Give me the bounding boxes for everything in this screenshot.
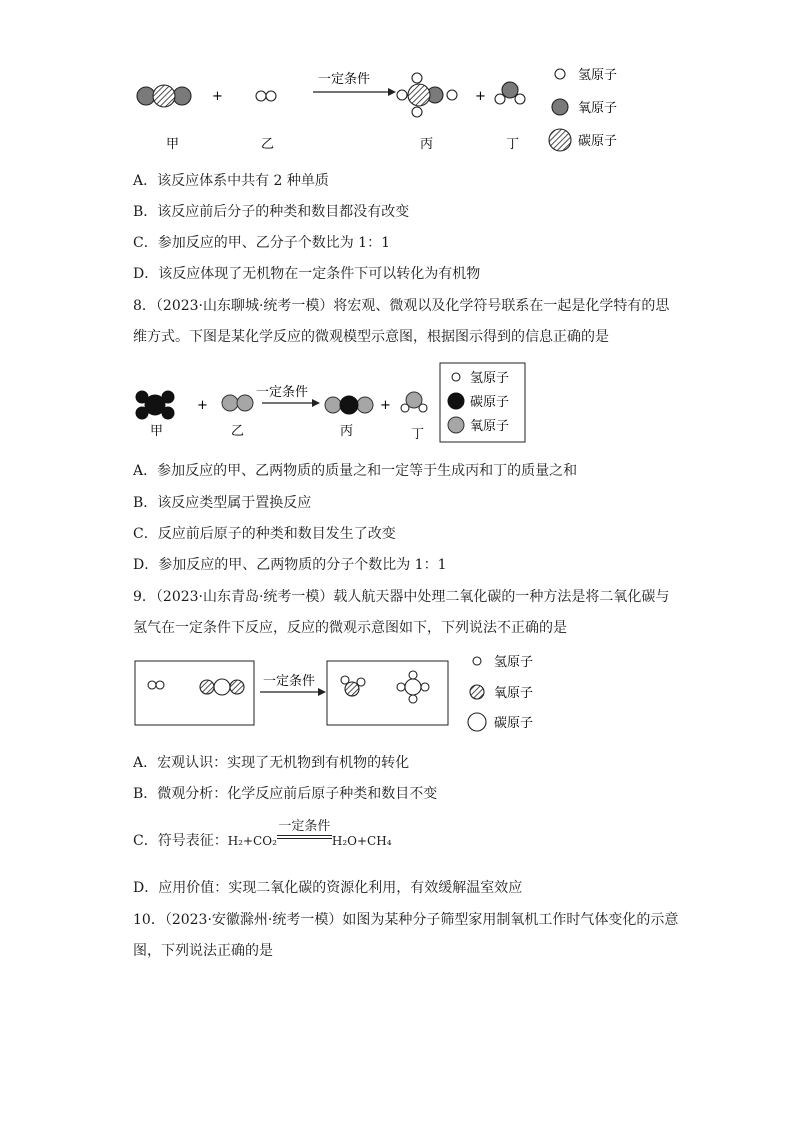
- legend-carbon-icon: [468, 713, 486, 731]
- q9-option-c-condition: 一定条件: [278, 819, 331, 834]
- q7-molecule-jia: [137, 85, 191, 107]
- q9-stem-line1: 9．（2023·山东青岛·统考一模）载人航天器中处理二氧化碳的一种方法是将二氧化碳与: [133, 589, 670, 605]
- q7-reaction-diagram: [0, 0, 794, 160]
- legend-carbon-icon: [549, 129, 571, 151]
- q7-legend: [549, 68, 617, 151]
- q8-label-yi: 乙: [231, 424, 245, 439]
- q9-condition: 一定条件: [263, 674, 316, 689]
- q8-option-c: C．反应前后原子的种类和数目发生了改变: [133, 526, 396, 542]
- q8-stem-line1: 8．（2023·山东聊城·统考一模）将宏观、微观以及化学符号联系在一起是化学特有的思: [133, 298, 670, 314]
- q8-legend-hydrogen: 氢原子: [470, 371, 510, 386]
- q9-option-c-left: H₂+CO₂: [227, 834, 277, 848]
- legend-hydrogen-icon: [555, 69, 565, 79]
- q7-plus-1: +: [212, 89, 223, 104]
- q9-option-b: B．微观分析：化学反应前后原子种类和数目不变: [133, 786, 438, 802]
- q8-option-d: D．参加反应的甲、乙两物质的分子个数比为 1：1: [133, 557, 447, 573]
- q10-stem-line1: 10．（2023·安徽滁州·统考一模）如图为某种分子筛型家用制氧机工作时气体变化的示意: [133, 912, 679, 928]
- q8-legend-carbon: 碳原子: [470, 395, 510, 410]
- q7-option-b: B．该反应前后分子的种类和数目都没有改变: [133, 204, 410, 220]
- q7-option-a: A．该反应体系中共有 2 种单质: [133, 173, 329, 189]
- q8-legend-oxygen: 氧原子: [470, 419, 510, 434]
- q8-option-b: B．该反应类型属于置换反应: [133, 495, 312, 511]
- q9-legend-hydrogen: 氢原子: [494, 655, 534, 670]
- q10-stem-line2: 图，下列说法正确的是: [133, 943, 273, 959]
- q9-legend-carbon: 碳原子: [494, 716, 534, 731]
- q7-legend-carbon: 碳原子: [578, 134, 618, 149]
- legend-oxygen-icon: [552, 99, 568, 115]
- q8-reaction-diagram: [0, 355, 794, 455]
- q7-condition: 一定条件: [318, 72, 371, 87]
- q7-molecule-yi: [256, 91, 276, 101]
- q8-molecule-ding: [401, 392, 427, 412]
- q9-arrow: [260, 688, 326, 696]
- q9-equation-line-1: [277, 835, 332, 836]
- q7-arrow: [313, 88, 396, 96]
- q8-stem-line2: 维方式。下图是某化学反应的微观模型示意图，根据图示得到的信息正确的是: [133, 329, 609, 345]
- q8-molecule-bing: [325, 396, 373, 414]
- q7-plus-2: +: [475, 89, 486, 104]
- q8-option-a: A．参加反应的甲、乙两物质的质量之和一定等于生成丙和丁的质量之和: [133, 463, 578, 479]
- q8-label-ding: 丁: [411, 427, 425, 442]
- q9-after-box: [327, 661, 448, 725]
- q8-label-bing: 丙: [340, 424, 354, 439]
- q9-reaction-diagram: [0, 645, 794, 740]
- q9-option-d: D．应用价值：实现二氧化碳的资源化利用，有效缓解温室效应: [133, 880, 523, 896]
- legend-carbon-icon: [448, 393, 464, 409]
- q8-plus-1: +: [197, 398, 208, 413]
- legend-oxygen-icon: [448, 417, 464, 433]
- q7-legend-hydrogen: 氢原子: [578, 68, 618, 83]
- q7-molecule-ding: [495, 82, 525, 104]
- q7-legend-oxygen: 氧原子: [578, 101, 618, 116]
- q9-stem-line2: 氢气在一定条件下反应，反应的微观示意图如下，下列说法不正确的是: [133, 620, 567, 636]
- q9-option-a: A．宏观认识：实现了无机物到有机物的转化: [133, 755, 410, 771]
- q7-label-yi: 乙: [261, 137, 275, 152]
- q9-equation-line-2: [277, 838, 332, 839]
- q9-molecule-h2: [148, 681, 164, 689]
- q9-legend-oxygen: 氧原子: [494, 686, 534, 701]
- q9-molecule-co2: [200, 679, 244, 695]
- q8-condition: 一定条件: [256, 385, 309, 400]
- q9-equation-arrow: [277, 819, 332, 850]
- q9-option-c-prefix: C．符号表征：: [133, 833, 228, 849]
- q8-arrow: [262, 399, 320, 407]
- q9-molecule-ch4: [397, 671, 429, 703]
- q8-label-jia: 甲: [150, 424, 164, 439]
- q7-option-d: D．该反应体现了无机物在一定条件下可以转化为有机物: [133, 266, 481, 282]
- q8-molecule-jia: [136, 391, 174, 419]
- q7-option-c: C．参加反应的甲、乙分子个数比为 1：1: [133, 235, 390, 251]
- q7-label-bing: 丙: [420, 137, 434, 152]
- q8-molecule-yi: [222, 395, 253, 411]
- q7-label-jia: 甲: [166, 137, 180, 152]
- q8-plus-2: +: [380, 398, 391, 413]
- q7-label-ding: 丁: [506, 137, 520, 152]
- q9-option-c-right: H₂O+CH₄: [331, 834, 392, 848]
- legend-oxygen-icon: [470, 685, 484, 699]
- q9-option-c: [133, 819, 392, 850]
- legend-hydrogen-icon: [452, 373, 460, 381]
- q9-molecule-h2o: [341, 676, 365, 696]
- q7-molecule-bing: [397, 73, 457, 117]
- legend-hydrogen-icon: [473, 657, 481, 665]
